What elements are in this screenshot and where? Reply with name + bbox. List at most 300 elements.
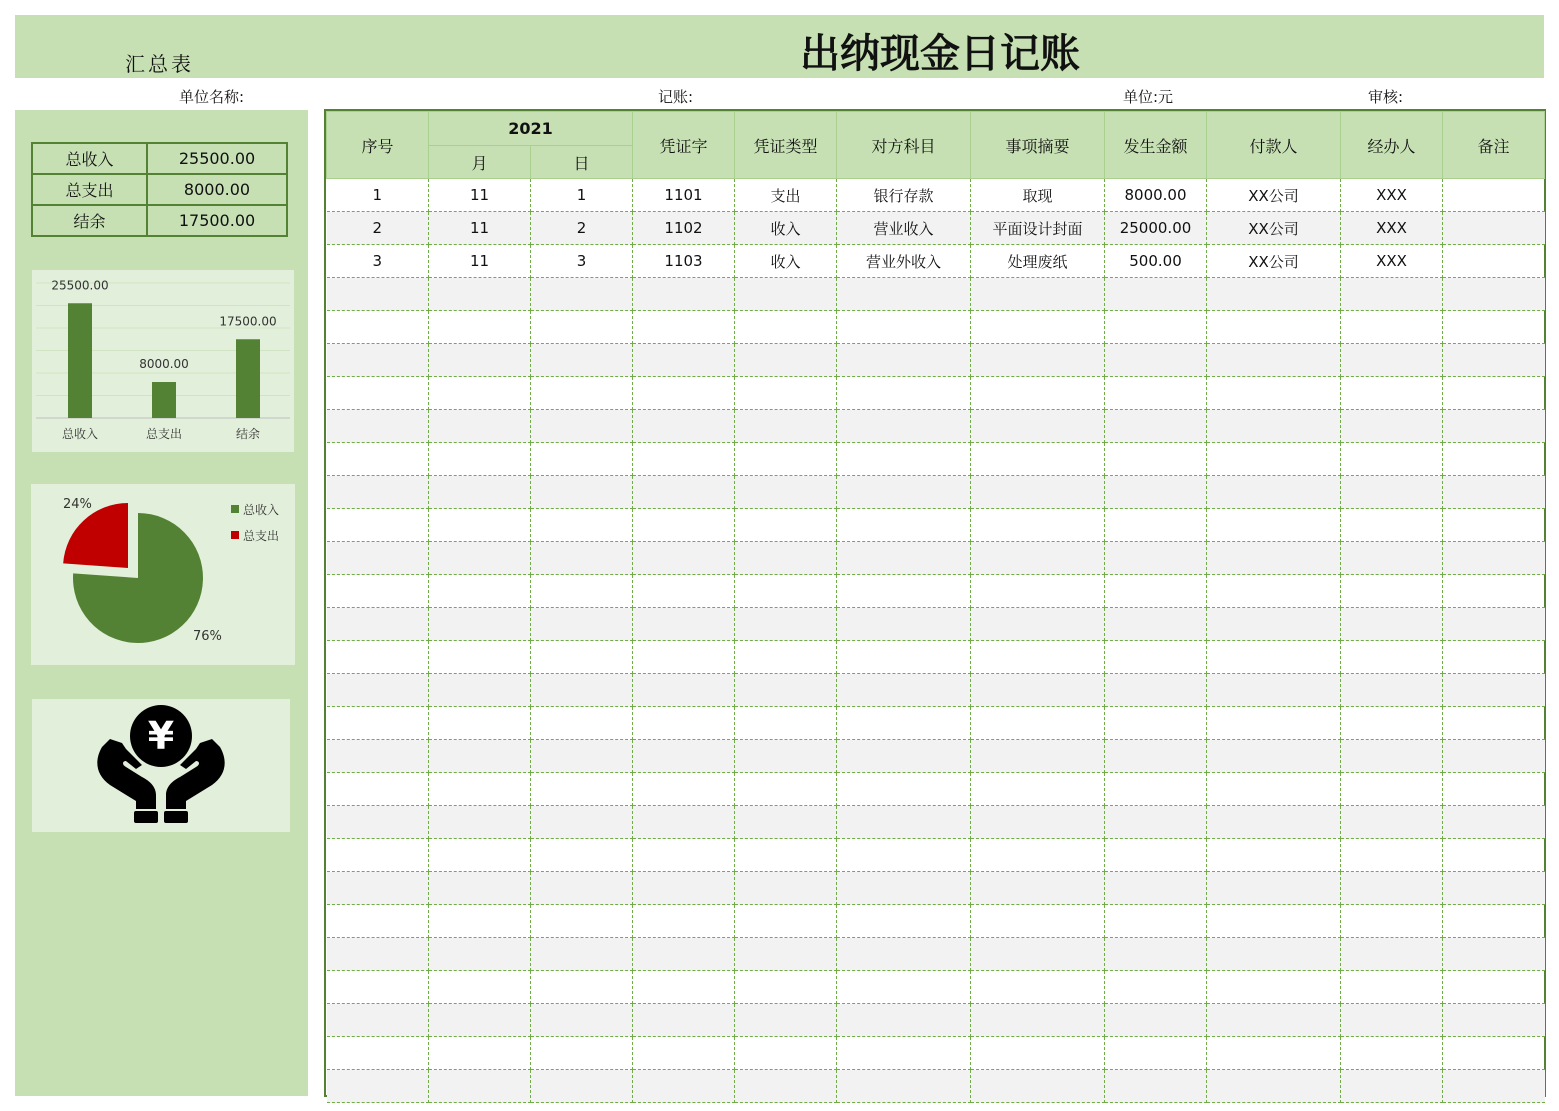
cell-month[interactable]: [429, 872, 531, 905]
cell-counter-account[interactable]: [837, 806, 971, 839]
cell-month[interactable]: [429, 1004, 531, 1037]
cell-payer[interactable]: [1207, 641, 1341, 674]
cell-amount[interactable]: [1105, 311, 1207, 344]
col-header-year[interactable]: 2021: [429, 112, 633, 146]
cell-counter-account[interactable]: [837, 1004, 971, 1037]
cell-amount[interactable]: [1105, 806, 1207, 839]
cell-payer[interactable]: [1207, 476, 1341, 509]
cell-handler[interactable]: [1341, 443, 1443, 476]
cell-voucher-type[interactable]: [735, 707, 837, 740]
cell-month[interactable]: 11: [429, 179, 531, 212]
cell-seq[interactable]: [327, 872, 429, 905]
cell-remark[interactable]: [1443, 509, 1545, 542]
cell-remark[interactable]: [1443, 542, 1545, 575]
cell-counter-account[interactable]: [837, 311, 971, 344]
cell-handler[interactable]: XXX: [1341, 212, 1443, 245]
cell-voucher-type[interactable]: [735, 311, 837, 344]
cell-amount[interactable]: 25000.00: [1105, 212, 1207, 245]
cell-counter-account[interactable]: [837, 575, 971, 608]
cell-seq[interactable]: [327, 806, 429, 839]
cell-month[interactable]: [429, 971, 531, 1004]
cell-payer[interactable]: [1207, 971, 1341, 1004]
cell-counter-account[interactable]: 营业外收入: [837, 245, 971, 278]
cell-month[interactable]: [429, 410, 531, 443]
cell-summary[interactable]: [971, 1004, 1105, 1037]
cell-summary[interactable]: 平面设计封面: [971, 212, 1105, 245]
cell-remark[interactable]: [1443, 278, 1545, 311]
cell-counter-account[interactable]: [837, 839, 971, 872]
cell-remark[interactable]: [1443, 410, 1545, 443]
col-header-month[interactable]: 月: [429, 146, 531, 179]
col-header-summary[interactable]: 事项摘要: [971, 112, 1105, 179]
cell-seq[interactable]: [327, 377, 429, 410]
cell-handler[interactable]: [1341, 311, 1443, 344]
cell-voucher-type[interactable]: [735, 971, 837, 1004]
cell-amount[interactable]: [1105, 509, 1207, 542]
cell-handler[interactable]: [1341, 674, 1443, 707]
cell-counter-account[interactable]: [837, 410, 971, 443]
cell-counter-account[interactable]: [837, 509, 971, 542]
cell-month[interactable]: [429, 311, 531, 344]
summary-value[interactable]: 8000.00: [147, 174, 287, 205]
summary-value[interactable]: 25500.00: [147, 143, 287, 174]
cell-handler[interactable]: [1341, 971, 1443, 1004]
cell-voucher-type[interactable]: 支出: [735, 179, 837, 212]
cell-counter-account[interactable]: [837, 674, 971, 707]
cell-remark[interactable]: [1443, 344, 1545, 377]
cell-month[interactable]: [429, 278, 531, 311]
cell-month[interactable]: [429, 443, 531, 476]
cell-counter-account[interactable]: [837, 872, 971, 905]
cell-amount[interactable]: [1105, 443, 1207, 476]
cell-summary[interactable]: [971, 509, 1105, 542]
cell-amount[interactable]: [1105, 575, 1207, 608]
cell-handler[interactable]: [1341, 839, 1443, 872]
cell-voucher[interactable]: [633, 311, 735, 344]
cell-voucher-type[interactable]: [735, 872, 837, 905]
cell-summary[interactable]: [971, 839, 1105, 872]
cell-voucher-type[interactable]: [735, 377, 837, 410]
cell-month[interactable]: [429, 476, 531, 509]
cell-payer[interactable]: [1207, 1070, 1341, 1103]
cell-month[interactable]: [429, 377, 531, 410]
cell-day[interactable]: [531, 674, 633, 707]
cell-seq[interactable]: [327, 1037, 429, 1070]
cell-voucher[interactable]: [633, 575, 735, 608]
cell-remark[interactable]: [1443, 740, 1545, 773]
cell-counter-account[interactable]: [837, 971, 971, 1004]
cell-amount[interactable]: [1105, 476, 1207, 509]
col-header-remark[interactable]: 备注: [1443, 112, 1545, 179]
cell-voucher-type[interactable]: [735, 575, 837, 608]
cell-day[interactable]: [531, 278, 633, 311]
cell-summary[interactable]: [971, 905, 1105, 938]
cell-month[interactable]: [429, 905, 531, 938]
cell-seq[interactable]: [327, 773, 429, 806]
cell-seq[interactable]: [327, 311, 429, 344]
cell-counter-account[interactable]: 营业收入: [837, 212, 971, 245]
cell-month[interactable]: [429, 344, 531, 377]
cell-seq[interactable]: [327, 509, 429, 542]
cell-counter-account[interactable]: [837, 476, 971, 509]
cell-amount[interactable]: [1105, 872, 1207, 905]
cell-day[interactable]: [531, 575, 633, 608]
cell-handler[interactable]: [1341, 773, 1443, 806]
cell-day[interactable]: [531, 839, 633, 872]
cell-remark[interactable]: [1443, 971, 1545, 1004]
cell-day[interactable]: [531, 410, 633, 443]
cell-payer[interactable]: [1207, 806, 1341, 839]
cell-handler[interactable]: [1341, 1037, 1443, 1070]
cell-summary[interactable]: [971, 1070, 1105, 1103]
cell-amount[interactable]: [1105, 773, 1207, 806]
cell-payer[interactable]: [1207, 509, 1341, 542]
cell-voucher[interactable]: [633, 740, 735, 773]
cell-payer[interactable]: XX公司: [1207, 245, 1341, 278]
cell-summary[interactable]: [971, 278, 1105, 311]
cell-month[interactable]: [429, 1070, 531, 1103]
cell-summary[interactable]: [971, 1037, 1105, 1070]
cell-handler[interactable]: [1341, 575, 1443, 608]
cell-handler[interactable]: [1341, 740, 1443, 773]
cell-month[interactable]: [429, 542, 531, 575]
cell-handler[interactable]: [1341, 905, 1443, 938]
col-header-voucher-type[interactable]: 凭证类型: [735, 112, 837, 179]
cell-month[interactable]: [429, 740, 531, 773]
cell-counter-account[interactable]: [837, 278, 971, 311]
cell-summary[interactable]: [971, 740, 1105, 773]
cell-voucher[interactable]: [633, 839, 735, 872]
cell-month[interactable]: [429, 773, 531, 806]
cell-day[interactable]: [531, 509, 633, 542]
cell-handler[interactable]: [1341, 344, 1443, 377]
cell-day[interactable]: [531, 905, 633, 938]
cell-voucher-type[interactable]: [735, 773, 837, 806]
cell-amount[interactable]: [1105, 1004, 1207, 1037]
cell-payer[interactable]: [1207, 839, 1341, 872]
cell-remark[interactable]: [1443, 839, 1545, 872]
cell-day[interactable]: [531, 806, 633, 839]
cell-seq[interactable]: [327, 707, 429, 740]
cell-handler[interactable]: [1341, 707, 1443, 740]
cell-handler[interactable]: [1341, 377, 1443, 410]
cell-seq[interactable]: [327, 410, 429, 443]
cell-counter-account[interactable]: [837, 641, 971, 674]
cell-remark[interactable]: [1443, 1004, 1545, 1037]
cell-handler[interactable]: [1341, 1070, 1443, 1103]
cell-counter-account[interactable]: [837, 707, 971, 740]
cell-counter-account[interactable]: [837, 740, 971, 773]
cell-payer[interactable]: [1207, 674, 1341, 707]
cell-day[interactable]: [531, 443, 633, 476]
cell-payer[interactable]: [1207, 278, 1341, 311]
col-header-seq[interactable]: 序号: [327, 112, 429, 179]
cell-voucher-type[interactable]: [735, 344, 837, 377]
cell-voucher[interactable]: [633, 1037, 735, 1070]
cell-seq[interactable]: [327, 674, 429, 707]
cell-voucher[interactable]: [633, 443, 735, 476]
cell-voucher[interactable]: [633, 806, 735, 839]
cell-handler[interactable]: [1341, 608, 1443, 641]
cell-day[interactable]: [531, 344, 633, 377]
cell-summary[interactable]: 处理废纸: [971, 245, 1105, 278]
cell-counter-account[interactable]: [837, 1070, 971, 1103]
cell-month[interactable]: [429, 641, 531, 674]
cell-day[interactable]: [531, 311, 633, 344]
cell-day[interactable]: [531, 608, 633, 641]
cell-summary[interactable]: [971, 971, 1105, 1004]
cell-amount[interactable]: [1105, 608, 1207, 641]
cell-payer[interactable]: [1207, 905, 1341, 938]
cell-payer[interactable]: [1207, 377, 1341, 410]
cell-day[interactable]: 1: [531, 179, 633, 212]
cell-seq[interactable]: [327, 971, 429, 1004]
cell-payer[interactable]: [1207, 773, 1341, 806]
cell-handler[interactable]: XXX: [1341, 245, 1443, 278]
col-header-handler[interactable]: 经办人: [1341, 112, 1443, 179]
cell-voucher[interactable]: [633, 410, 735, 443]
cell-day[interactable]: 2: [531, 212, 633, 245]
cell-day[interactable]: [531, 707, 633, 740]
cell-amount[interactable]: [1105, 674, 1207, 707]
cell-amount[interactable]: [1105, 278, 1207, 311]
cell-amount[interactable]: [1105, 641, 1207, 674]
cell-seq[interactable]: 1: [327, 179, 429, 212]
cell-voucher-type[interactable]: [735, 1004, 837, 1037]
cell-summary[interactable]: [971, 344, 1105, 377]
cell-seq[interactable]: [327, 608, 429, 641]
cell-month[interactable]: 11: [429, 245, 531, 278]
cell-voucher-type[interactable]: [735, 608, 837, 641]
cell-remark[interactable]: [1443, 179, 1545, 212]
cell-voucher-type[interactable]: [735, 905, 837, 938]
cell-seq[interactable]: [327, 1070, 429, 1103]
cell-payer[interactable]: XX公司: [1207, 212, 1341, 245]
cell-summary[interactable]: [971, 608, 1105, 641]
cell-month[interactable]: [429, 938, 531, 971]
cell-seq[interactable]: [327, 839, 429, 872]
cell-voucher-type[interactable]: [735, 278, 837, 311]
cell-summary[interactable]: 取现: [971, 179, 1105, 212]
cell-payer[interactable]: [1207, 443, 1341, 476]
cell-handler[interactable]: [1341, 641, 1443, 674]
cell-voucher[interactable]: 1102: [633, 212, 735, 245]
cell-day[interactable]: [531, 872, 633, 905]
cell-payer[interactable]: [1207, 575, 1341, 608]
cell-amount[interactable]: [1105, 740, 1207, 773]
cell-voucher[interactable]: [633, 773, 735, 806]
cell-voucher[interactable]: [633, 542, 735, 575]
cell-remark[interactable]: [1443, 608, 1545, 641]
cell-seq[interactable]: [327, 740, 429, 773]
cell-remark[interactable]: [1443, 311, 1545, 344]
cell-voucher[interactable]: [633, 971, 735, 1004]
cell-amount[interactable]: [1105, 1070, 1207, 1103]
cell-month[interactable]: [429, 608, 531, 641]
cell-summary[interactable]: [971, 410, 1105, 443]
cell-voucher[interactable]: [633, 476, 735, 509]
cell-summary[interactable]: [971, 311, 1105, 344]
cell-seq[interactable]: [327, 443, 429, 476]
cell-remark[interactable]: [1443, 575, 1545, 608]
cell-voucher[interactable]: [633, 377, 735, 410]
cell-remark[interactable]: [1443, 707, 1545, 740]
cell-handler[interactable]: [1341, 476, 1443, 509]
cell-summary[interactable]: [971, 806, 1105, 839]
cell-remark[interactable]: [1443, 872, 1545, 905]
cell-summary[interactable]: [971, 377, 1105, 410]
cell-voucher-type[interactable]: [735, 740, 837, 773]
cell-payer[interactable]: [1207, 410, 1341, 443]
cell-remark[interactable]: [1443, 773, 1545, 806]
cell-seq[interactable]: [327, 938, 429, 971]
cell-voucher[interactable]: [633, 509, 735, 542]
pie-chart-panel[interactable]: [31, 484, 295, 665]
cell-summary[interactable]: [971, 641, 1105, 674]
cell-counter-account[interactable]: [837, 938, 971, 971]
cell-day[interactable]: [531, 740, 633, 773]
cell-handler[interactable]: [1341, 938, 1443, 971]
cell-handler[interactable]: [1341, 410, 1443, 443]
cell-day[interactable]: [531, 377, 633, 410]
cell-summary[interactable]: [971, 443, 1105, 476]
col-header-day[interactable]: 日: [531, 146, 633, 179]
cell-voucher[interactable]: [633, 344, 735, 377]
cell-day[interactable]: [531, 773, 633, 806]
cell-amount[interactable]: [1105, 1037, 1207, 1070]
cell-day[interactable]: [531, 1070, 633, 1103]
cell-counter-account[interactable]: [837, 905, 971, 938]
cell-month[interactable]: [429, 707, 531, 740]
cell-amount[interactable]: [1105, 542, 1207, 575]
col-header-voucher[interactable]: 凭证字: [633, 112, 735, 179]
cell-amount[interactable]: 8000.00: [1105, 179, 1207, 212]
cell-payer[interactable]: XX公司: [1207, 179, 1341, 212]
cell-day[interactable]: [531, 476, 633, 509]
cell-payer[interactable]: [1207, 1004, 1341, 1037]
cell-handler[interactable]: [1341, 278, 1443, 311]
cell-voucher-type[interactable]: [735, 641, 837, 674]
cell-seq[interactable]: [327, 641, 429, 674]
cell-remark[interactable]: [1443, 674, 1545, 707]
cell-voucher[interactable]: [633, 608, 735, 641]
cell-voucher-type[interactable]: [735, 443, 837, 476]
cell-payer[interactable]: [1207, 542, 1341, 575]
cell-seq[interactable]: [327, 905, 429, 938]
cell-summary[interactable]: [971, 476, 1105, 509]
cell-remark[interactable]: [1443, 806, 1545, 839]
cell-seq[interactable]: [327, 575, 429, 608]
cell-amount[interactable]: [1105, 344, 1207, 377]
cell-amount[interactable]: [1105, 839, 1207, 872]
cell-handler[interactable]: [1341, 542, 1443, 575]
cell-voucher-type[interactable]: 收入: [735, 212, 837, 245]
cell-month[interactable]: [429, 509, 531, 542]
cell-remark[interactable]: [1443, 443, 1545, 476]
cell-month[interactable]: [429, 806, 531, 839]
col-header-amount[interactable]: 发生金额: [1105, 112, 1207, 179]
cell-voucher[interactable]: [633, 872, 735, 905]
cell-voucher-type[interactable]: [735, 509, 837, 542]
cell-voucher[interactable]: [633, 1070, 735, 1103]
cell-remark[interactable]: [1443, 1037, 1545, 1070]
cell-remark[interactable]: [1443, 641, 1545, 674]
cell-counter-account[interactable]: [837, 344, 971, 377]
cell-month[interactable]: [429, 1037, 531, 1070]
cell-amount[interactable]: [1105, 377, 1207, 410]
cell-day[interactable]: 3: [531, 245, 633, 278]
cell-counter-account[interactable]: [837, 773, 971, 806]
cell-seq[interactable]: 2: [327, 212, 429, 245]
cell-counter-account[interactable]: [837, 377, 971, 410]
cell-voucher-type[interactable]: [735, 674, 837, 707]
col-header-payer[interactable]: 付款人: [1207, 112, 1341, 179]
cell-summary[interactable]: [971, 674, 1105, 707]
cell-summary[interactable]: [971, 773, 1105, 806]
cell-voucher[interactable]: [633, 278, 735, 311]
cell-counter-account[interactable]: [837, 542, 971, 575]
cell-voucher-type[interactable]: [735, 1037, 837, 1070]
cell-payer[interactable]: [1207, 707, 1341, 740]
cell-amount[interactable]: [1105, 938, 1207, 971]
cell-handler[interactable]: [1341, 872, 1443, 905]
cell-voucher[interactable]: 1101: [633, 179, 735, 212]
cell-month[interactable]: 11: [429, 212, 531, 245]
cell-voucher-type[interactable]: [735, 542, 837, 575]
cell-day[interactable]: [531, 1037, 633, 1070]
cell-month[interactable]: [429, 674, 531, 707]
cell-payer[interactable]: [1207, 938, 1341, 971]
cell-remark[interactable]: [1443, 377, 1545, 410]
cell-seq[interactable]: [327, 542, 429, 575]
cell-counter-account[interactable]: [837, 443, 971, 476]
cell-voucher[interactable]: [633, 938, 735, 971]
cell-seq[interactable]: [327, 344, 429, 377]
cell-summary[interactable]: [971, 707, 1105, 740]
cell-handler[interactable]: [1341, 1004, 1443, 1037]
cell-payer[interactable]: [1207, 1037, 1341, 1070]
cell-payer[interactable]: [1207, 872, 1341, 905]
cell-payer[interactable]: [1207, 740, 1341, 773]
cell-payer[interactable]: [1207, 608, 1341, 641]
cell-summary[interactable]: [971, 872, 1105, 905]
cell-voucher-type[interactable]: [735, 839, 837, 872]
cell-voucher[interactable]: [633, 674, 735, 707]
cell-month[interactable]: [429, 839, 531, 872]
cell-counter-account[interactable]: 银行存款: [837, 179, 971, 212]
cell-voucher-type[interactable]: [735, 410, 837, 443]
cell-day[interactable]: [531, 971, 633, 1004]
cell-summary[interactable]: [971, 938, 1105, 971]
cell-voucher[interactable]: [633, 707, 735, 740]
cell-payer[interactable]: [1207, 311, 1341, 344]
cell-remark[interactable]: [1443, 938, 1545, 971]
cell-voucher-type[interactable]: [735, 938, 837, 971]
cell-remark[interactable]: [1443, 1070, 1545, 1103]
cell-remark[interactable]: [1443, 212, 1545, 245]
cell-voucher-type[interactable]: 收入: [735, 245, 837, 278]
cell-amount[interactable]: 500.00: [1105, 245, 1207, 278]
cell-remark[interactable]: [1443, 476, 1545, 509]
cell-seq[interactable]: [327, 278, 429, 311]
cell-day[interactable]: [531, 641, 633, 674]
cell-voucher-type[interactable]: [735, 1070, 837, 1103]
cell-seq[interactable]: [327, 476, 429, 509]
cell-voucher[interactable]: [633, 641, 735, 674]
cell-voucher[interactable]: [633, 1004, 735, 1037]
cell-payer[interactable]: [1207, 344, 1341, 377]
cell-counter-account[interactable]: [837, 608, 971, 641]
